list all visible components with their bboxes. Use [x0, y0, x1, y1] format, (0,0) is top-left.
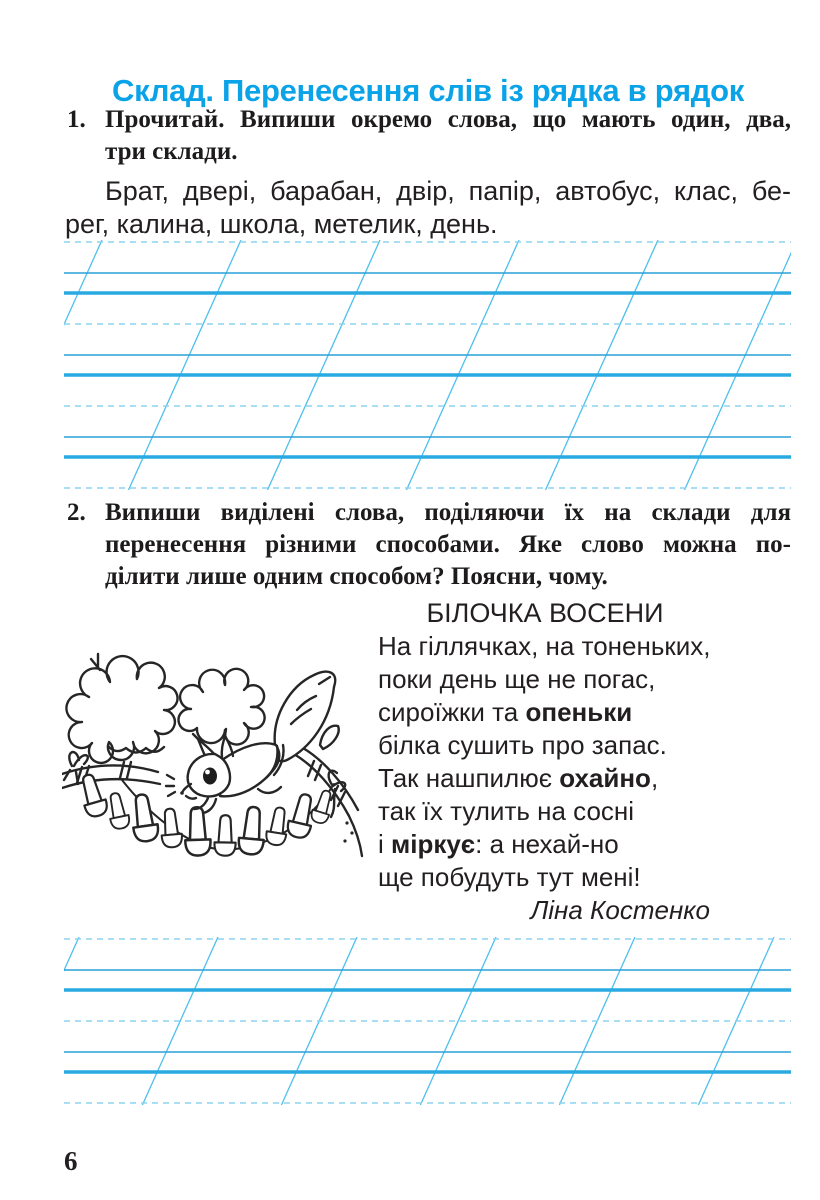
mushroom-icon [309, 788, 335, 825]
exercise-1-instruction-line: Прочитай. Випиши окремо слова, що мають один, два, [105, 106, 791, 133]
exercise-1 [65, 104, 791, 168]
poem-line: білка сушить про запас. [378, 730, 667, 760]
mushroom-icon [159, 808, 182, 848]
leaf-icon [320, 726, 339, 749]
poem-line: ще побудуть тут мені! [378, 862, 641, 892]
handwriting-lines-block-upper [64, 240, 791, 490]
mushroom-icon [214, 815, 236, 856]
word-list-line: Брат, двері, барабан, двір, папір, автобус, клас, бе- [105, 176, 791, 206]
mushroom-icon [105, 791, 131, 830]
poem-author: Ліна Костенко [530, 895, 710, 925]
mushroom-icon [238, 806, 267, 855]
poem-body [378, 630, 712, 894]
handwriting-lines-block-lower [64, 937, 791, 1105]
poem-line: На гіллячках, на тоненьких, [378, 631, 711, 661]
exercise-1-instruction-line: три склади. [105, 138, 238, 165]
poem-line: Так нашпилює охайно, [378, 763, 659, 793]
exercise-2-instruction-line: Випиши виділені слова, поділяючи їх на склади для [105, 499, 791, 526]
poem-line: і міркує: а нехай-но [378, 829, 619, 859]
mushroom-icon [265, 806, 290, 846]
mushroom-icon [184, 807, 211, 856]
page-title: Склад. Перенесення слів із рядка в рядок [112, 72, 744, 108]
page-number: 6 [64, 1146, 78, 1176]
squirrel-illustration [62, 648, 372, 883]
poem [378, 597, 712, 927]
exercise-1-number: 1. [67, 106, 86, 133]
exercise-2-instruction-line: перенесення різними способами. Яке слово можна по- [105, 531, 791, 558]
exercise-2-number: 2. [67, 499, 86, 526]
poem-line: поки день ще не погас, [378, 664, 656, 694]
foliage-cloud-icon [179, 669, 265, 745]
poem-line: так їх тулить на сосні [378, 796, 635, 826]
mushroom-icon [129, 793, 160, 843]
poem-line: сироїжки та опеньки [378, 697, 633, 727]
poem-title: БІЛОЧКА ВОСЕНИ [426, 598, 664, 628]
exercise-1-word-list [65, 175, 791, 241]
squirrel-eye [203, 768, 217, 785]
exercise-2-instruction-line: ділити лише одним способом? Поясни, чому. [105, 563, 608, 590]
foliage-cloud-icon [66, 656, 177, 763]
exercise-2 [65, 497, 791, 593]
word-list-line: рег, калина, школа, метелик, день. [65, 209, 498, 239]
